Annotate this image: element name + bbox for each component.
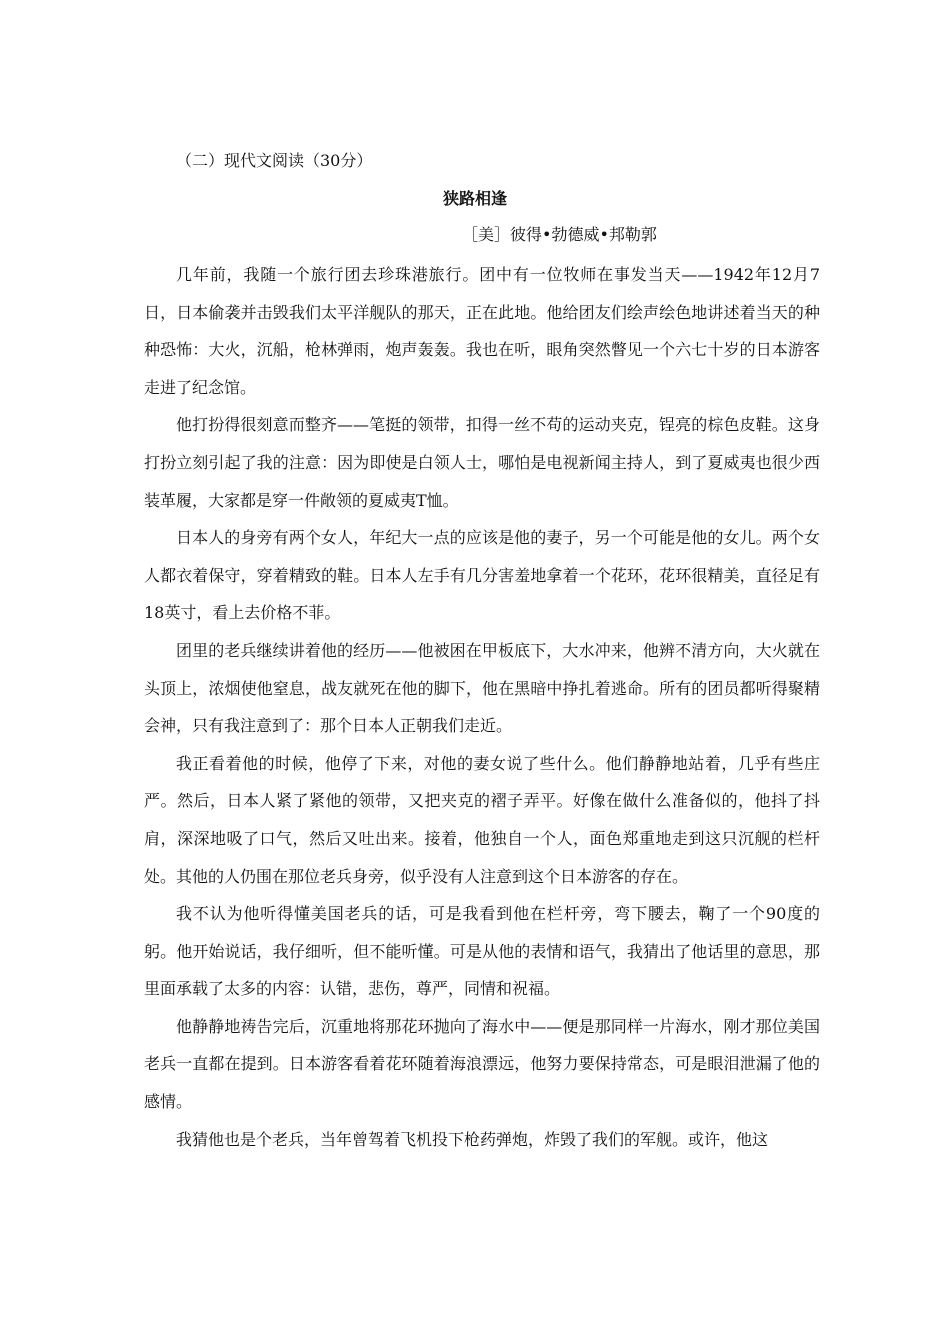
- paragraph: 几年前，我随一个旅行团去珍珠港旅行。团中有一位牧师在事发当天——1942年12月7日，日本偷袭并击毁我们太平洋舰队的那天，正在此地。他给团友们绘声绘色地讲述着当天的种种恐怖：大火，沉船，枪林弹雨，炮声轰轰。我也在听，眼角突然瞥见一个六七十岁的日本游客走进了纪念馆。: [144, 265, 820, 397]
- paragraph: 我正看着他的时候，他停了下来，对他的妻女说了些什么。他们静静地站着，几乎有些庄严。然后，日本人紧了紧他的领带，又把夹克的褶子弄平。好像在做什么准备似的，他抖了抖肩，深深地吸了口气，然后又吐出来。接着，他独自一个人，面色郑重地走到这只沉舰的栏杆处。其他的人仍围在那位老兵身旁，似乎没有人注意到这个日本游客的存在。: [144, 753, 820, 886]
- paragraph: 我不认为他听得懂美国老兵的话，可是我看到他在栏杆旁，弯下腰去，鞠了一个90度的躬。他开始说话，我仔细听，但不能听懂。可是从他的表情和语气，我猜出了他话里的意思，那里面承载了太多的内容：认错，悲伤，尊严，同情和祝福。: [144, 904, 820, 999]
- paragraph: 他打扮得很刻意而整齐——笔挺的领带，扣得一丝不苟的运动夹克，锃亮的棕色皮鞋。这身打扮立刻引起了我的注意：因为即使是白领人士，哪怕是电视新闻主持人，到了夏威夷也很少西装革履，大家都是穿一件敞领的夏威夷T恤。: [144, 415, 820, 510]
- paragraph: 团里的老兵继续讲着他的经历——他被困在甲板底下，大水冲来，他辨不清方向，大火就在头顶上，浓烟使他窒息，战友就死在他的脚下，他在黑暗中挣扎着逃命。所有的团员都听得聚精会神，只有我注意到了：那个日本人正朝我们走近。: [144, 640, 820, 736]
- article-title: 狭路相逢: [442, 189, 507, 208]
- article-body: [144, 256, 820, 1158]
- paragraph: 日本人的身旁有两个女人，年纪大一点的应该是他的妻子，另一个可能是他的女儿。两个女人都衣着保守，穿着精致的鞋。日本人左手有几分害羞地拿着一个花环，花环很精美，直径足有18英寸，看上去价格不菲。: [144, 528, 820, 623]
- paragraph: 他静静地祷告完后，沉重地将那花环抛向了海水中——便是那同样一片海水，刚才那位美国老兵一直都在提到。日本游客看着花环随着海浪漂远，他努力要保持常态，可是眼泪泄漏了他的感情。: [144, 1016, 820, 1112]
- paragraph: 我猜他也是个老兵，当年曾驾着飞机投下枪药弹炮，炸毁了我们的军舰。或许，他这: [176, 1129, 769, 1149]
- section-heading: （二）现代文阅读（30分）: [176, 151, 373, 170]
- article-author: ［美］彼得•勃德威•邦勒郭: [462, 225, 657, 244]
